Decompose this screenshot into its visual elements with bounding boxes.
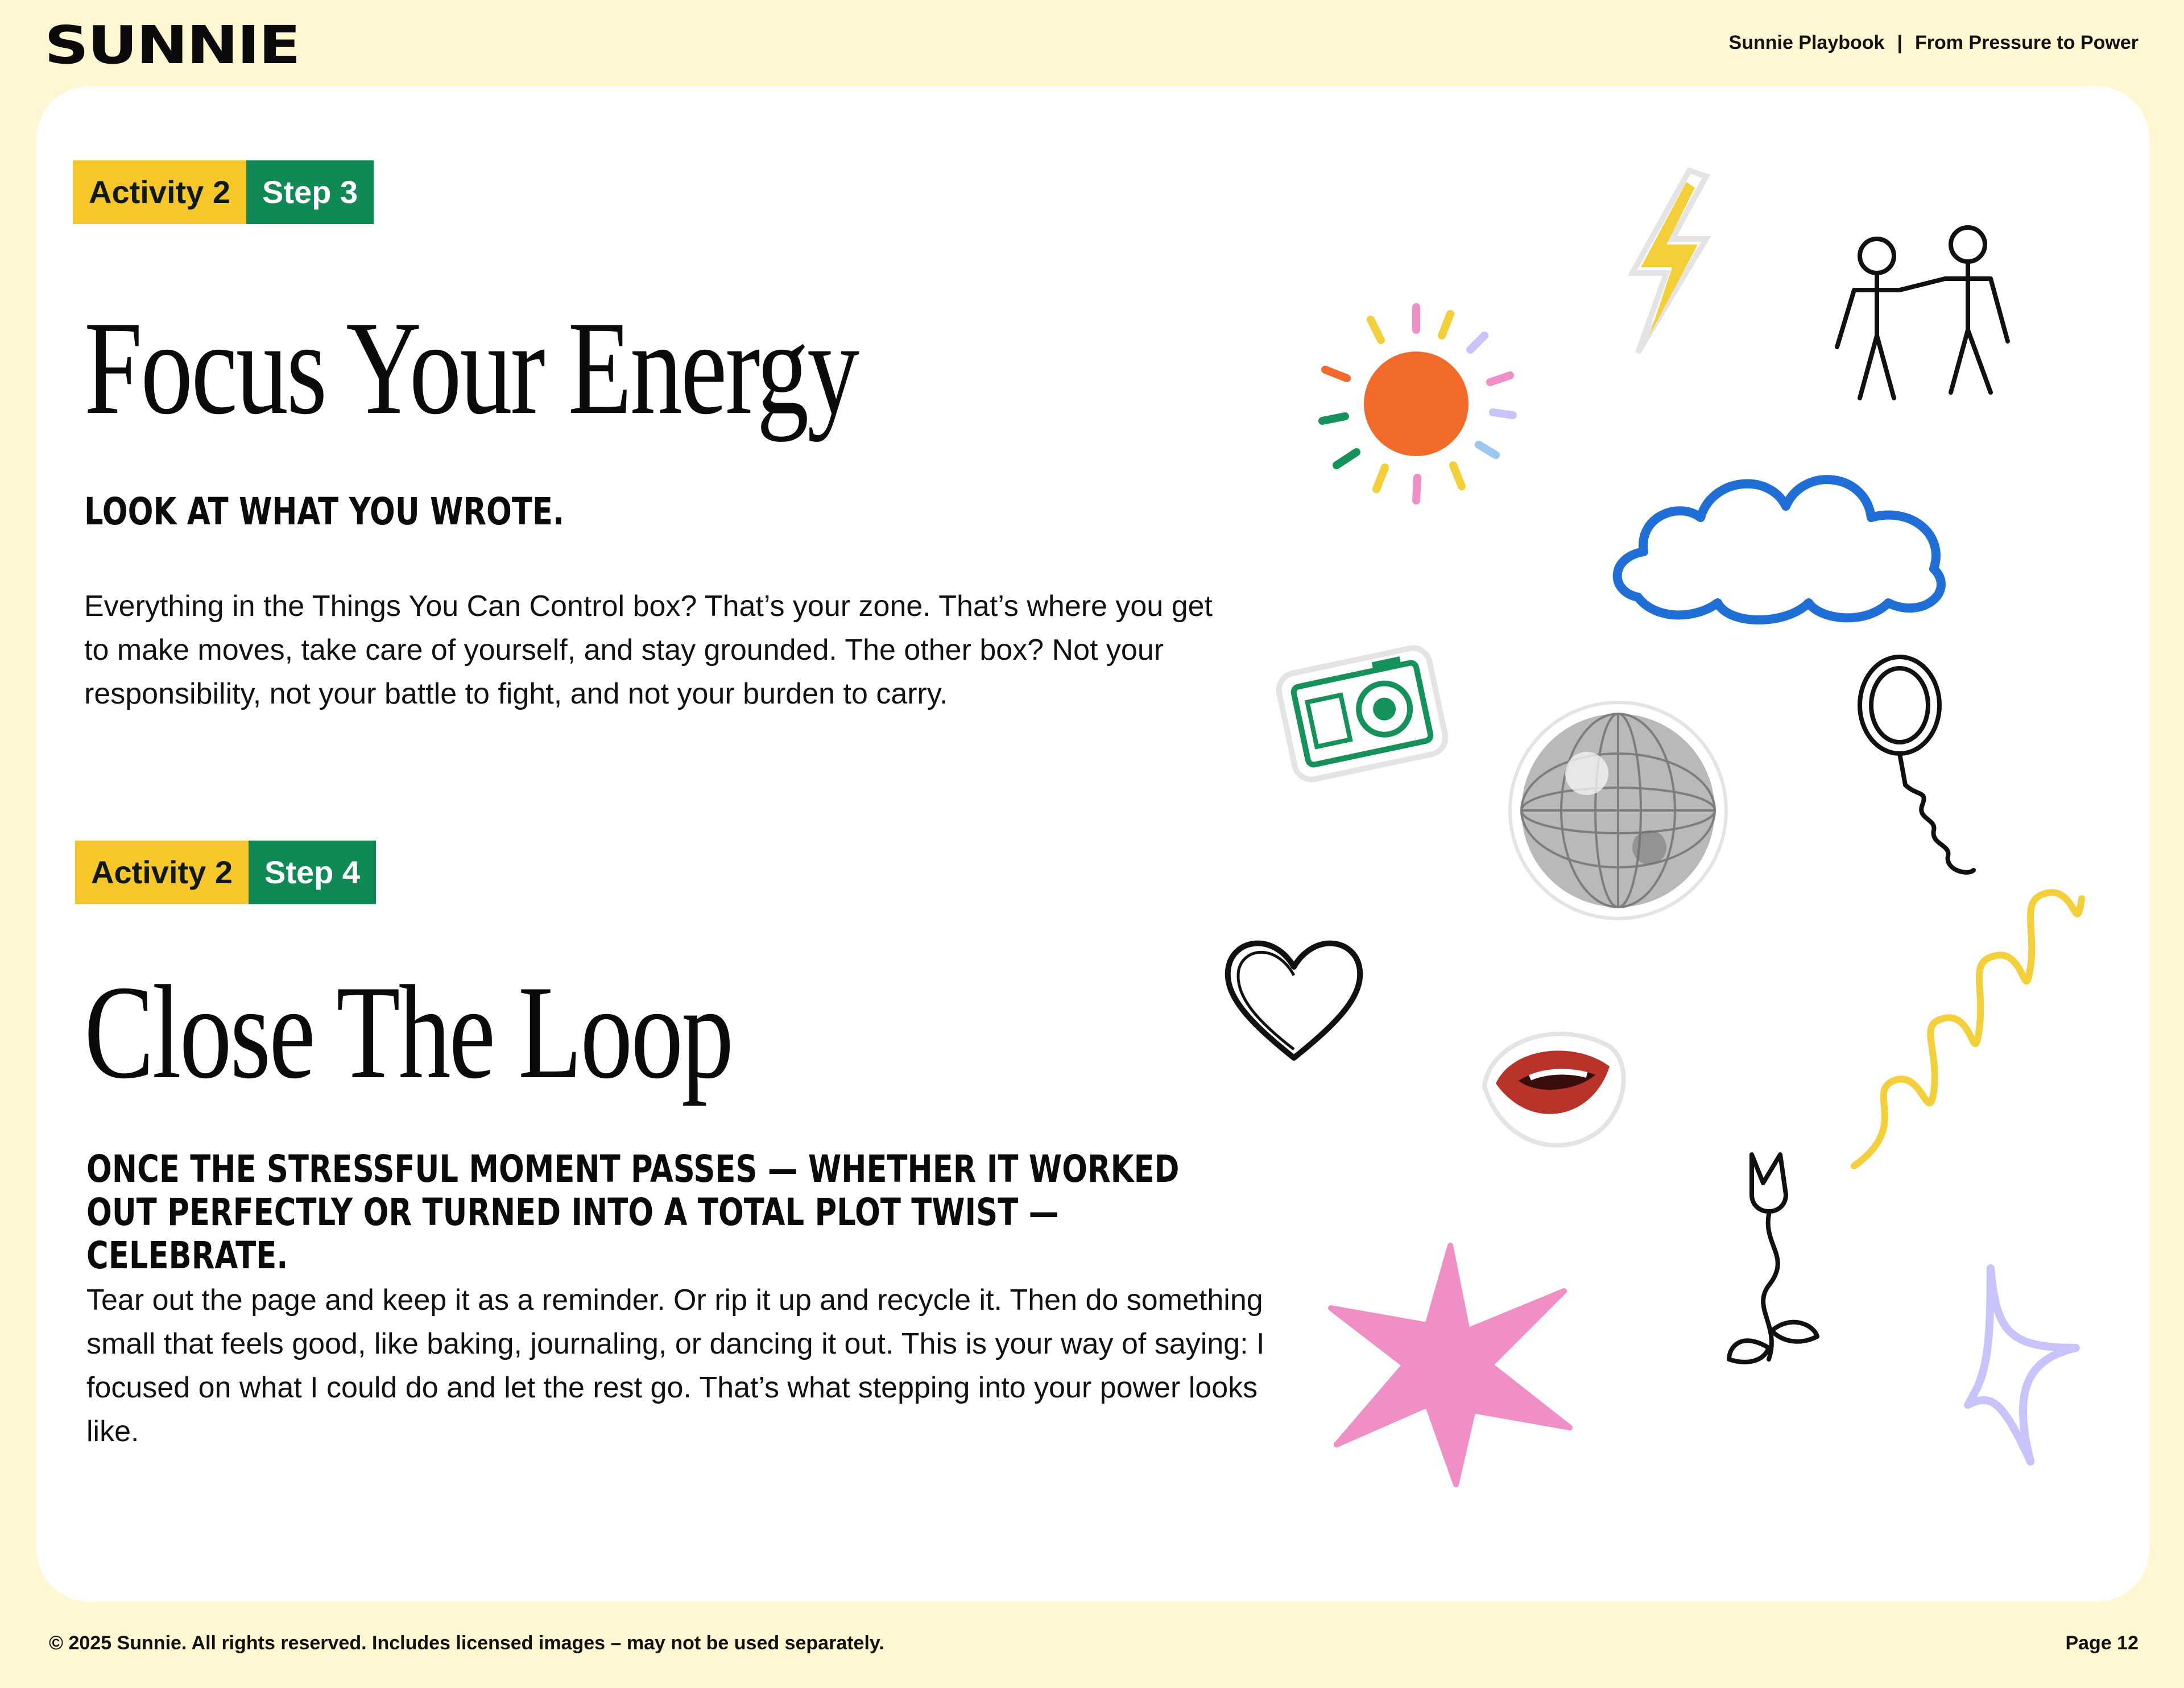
step-badge: Step 3	[246, 160, 374, 224]
step4-badges	[75, 841, 376, 904]
activity-badge: Activity 2	[75, 841, 249, 904]
activity-badge: Activity 2	[73, 160, 246, 224]
section-label: From Pressure to Power	[1914, 32, 2138, 53]
balloon-icon	[1843, 648, 1991, 887]
step4-title: Close The Loop	[84, 958, 733, 1107]
sun-icon	[1297, 284, 1536, 523]
heart-icon	[1217, 921, 1371, 1069]
sparkle-icon	[1956, 1263, 2087, 1467]
step4-body: Tear out the page and keep it as a reminder. Or rip it up and recycle it. Then do something small that feels good, like baking, journaling, or dancing it out. This is your way of saying: I focused on what I could do and let the rest go. That’s what stepping into your power looks like.	[86, 1284, 1265, 1448]
lips-icon	[1467, 1007, 1632, 1160]
flower-icon	[1718, 1143, 1831, 1376]
brand-logo: SUNNIE	[44, 15, 300, 76]
header-meta	[1729, 32, 2138, 54]
squiggle-icon	[1843, 853, 2093, 1177]
step3-badges	[73, 160, 374, 224]
lightning-icon	[1610, 165, 1723, 364]
playbook-label: Sunnie Playbook	[1728, 32, 1885, 53]
holding-hands-icon	[1820, 222, 2036, 409]
step4-subhead: ONCE THE STRESSFUL MOMENT PASSES — WHETHER IT WORKED OUT PERFECTLY OR TURNED INTO A TOTAL PLOT TWIST — CELEBRATE.	[86, 1147, 1180, 1277]
cloud-icon	[1604, 455, 1962, 626]
header-separator: |	[1897, 32, 1902, 53]
page-number: Page 12	[2065, 1632, 2138, 1654]
step-badge: Step 4	[249, 841, 376, 904]
camera-icon	[1274, 626, 1450, 802]
copyright-notice: © 2025 Sunnie. All rights reserved. Includes licensed images – may not be used separately.	[49, 1632, 884, 1654]
star-icon	[1325, 1240, 1575, 1490]
disco-ball-icon	[1507, 700, 1729, 921]
step3-subhead: LOOK AT WHAT YOU WROTE.	[84, 490, 565, 533]
step3-body: Everything in the Things You Can Control box? That’s your zone. That’s where you get to make moves, take care of yourself, and stay grounded. The other box? Not your responsibility, not your battle to fight, and not your burden to carry.	[84, 590, 1213, 710]
step3-title: Focus Your Energy	[84, 294, 858, 442]
